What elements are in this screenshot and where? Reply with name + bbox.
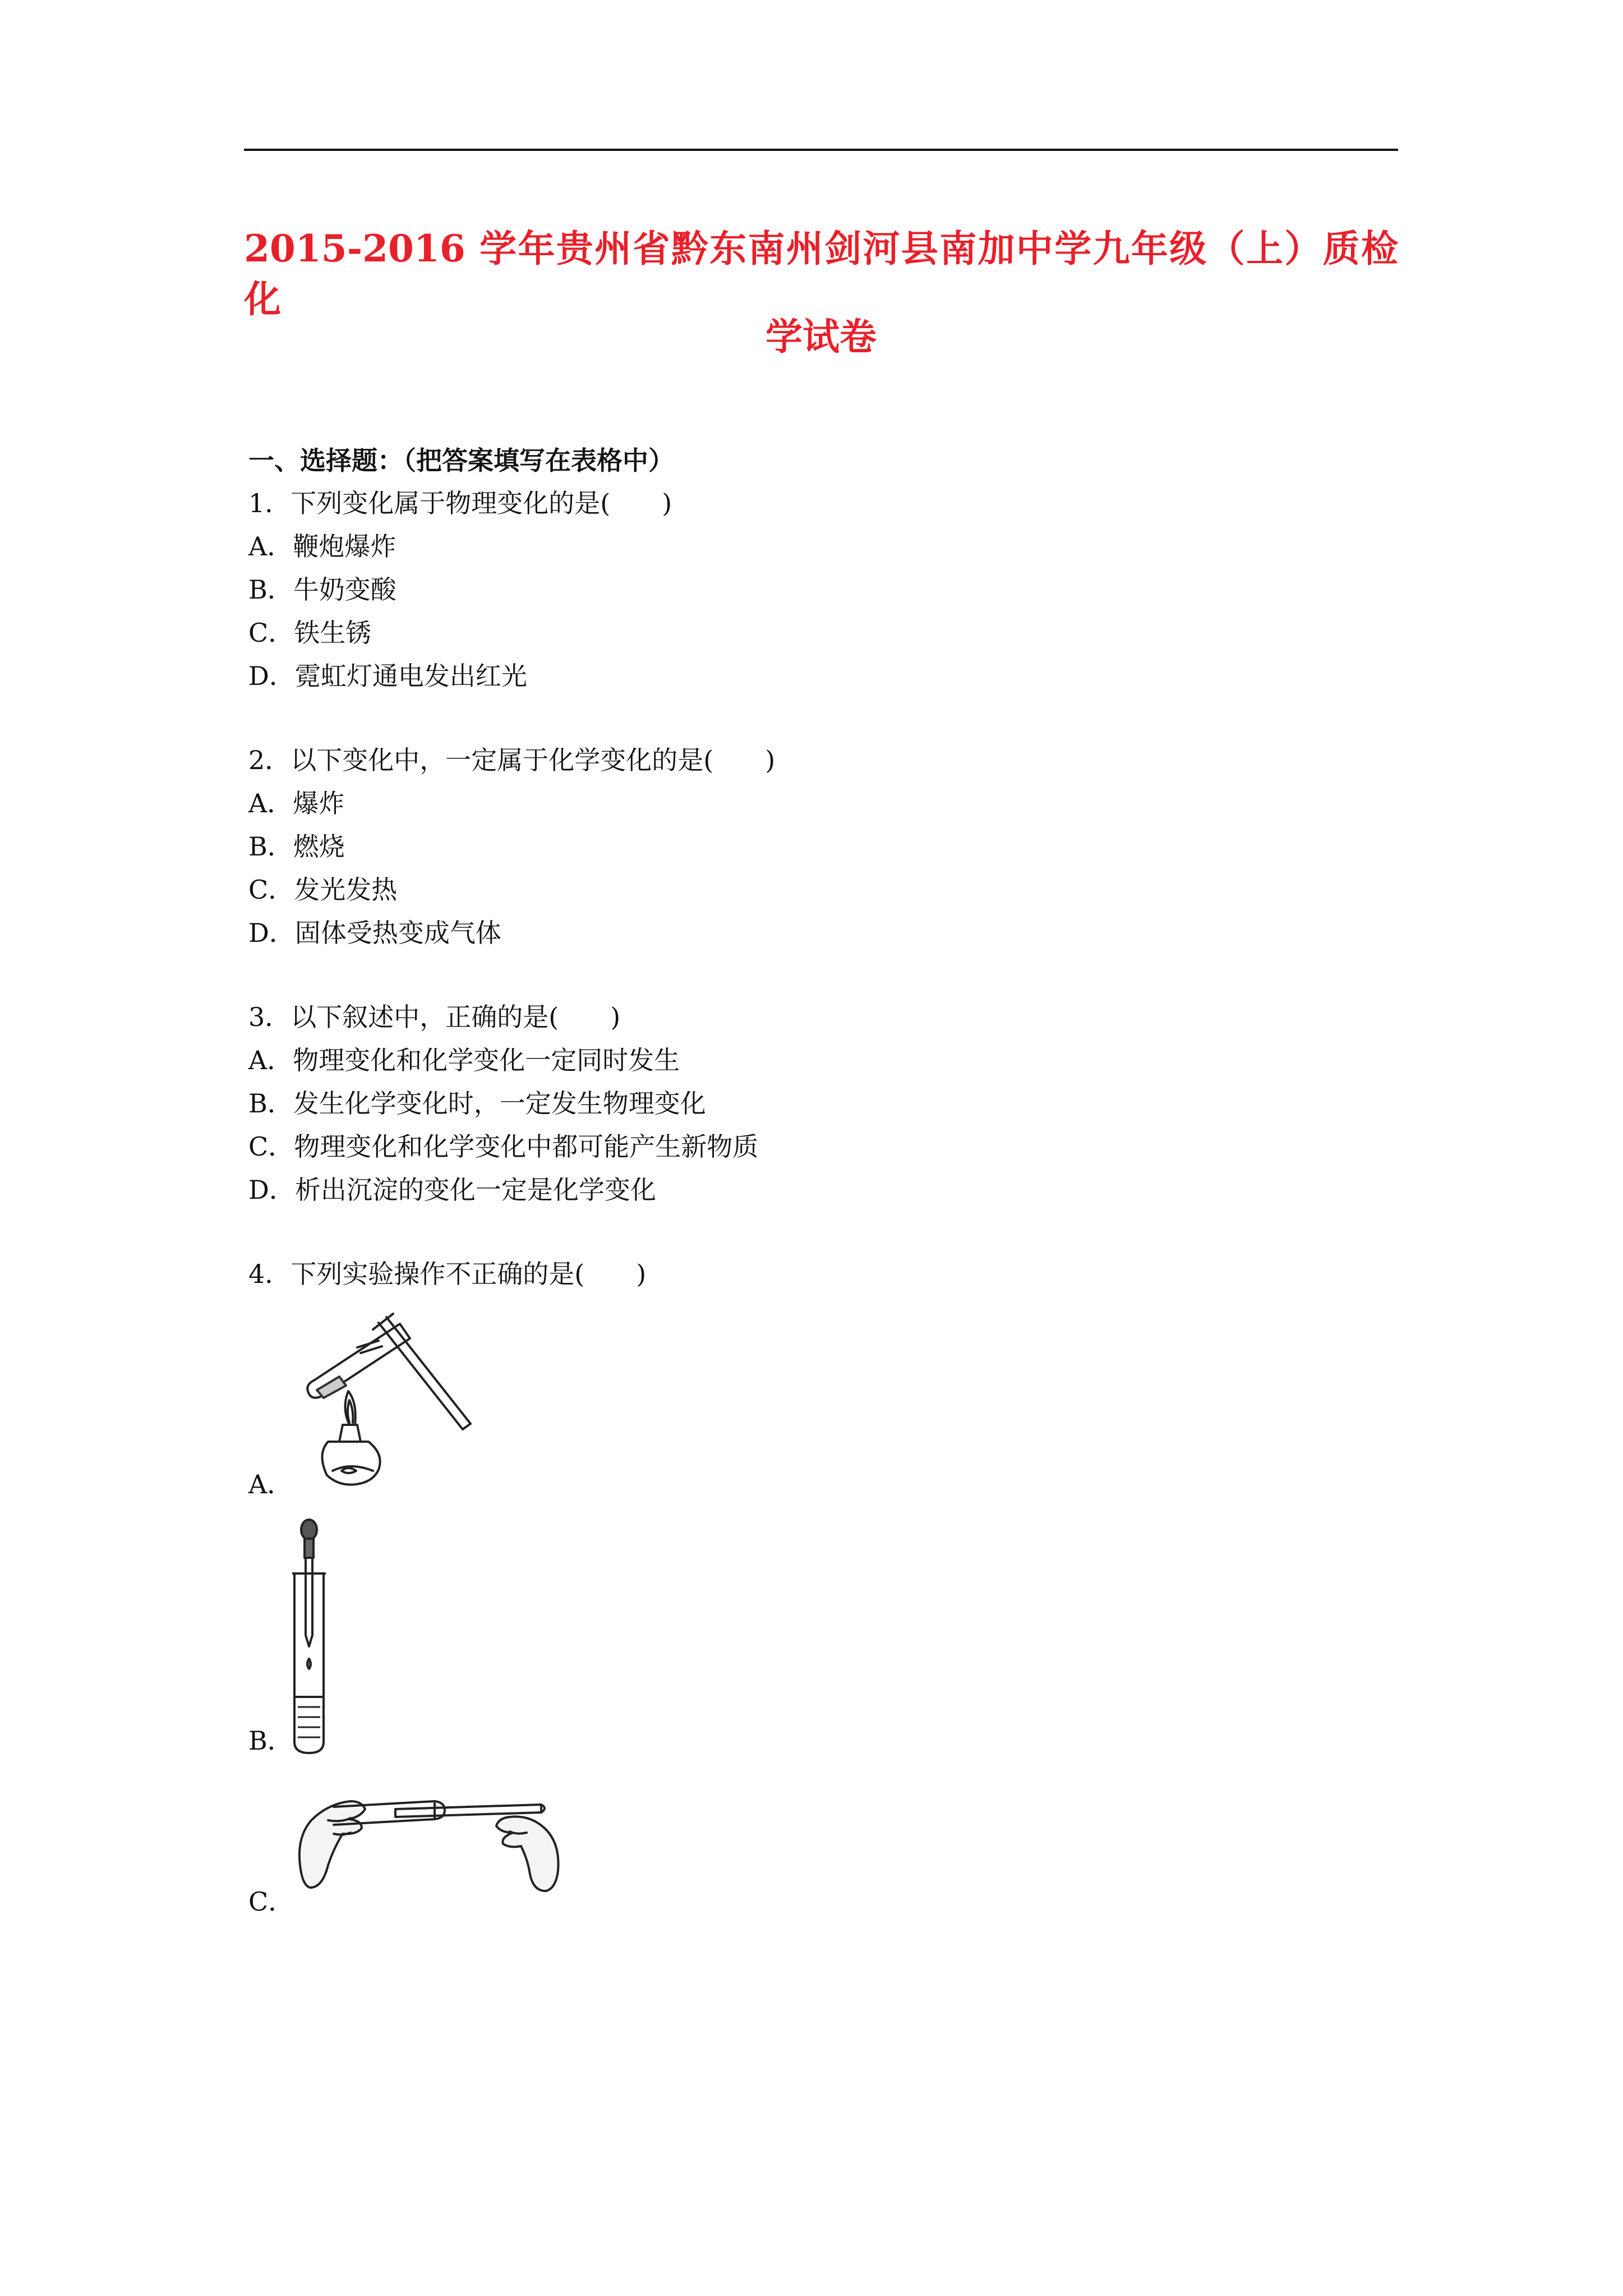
question-2-option-d: D．固体受热变成气体 — [248, 918, 501, 948]
question-1-option-c: C．铁生锈 — [248, 618, 372, 648]
question-4-option-b: B． — [248, 1726, 293, 1756]
question-2-option-a: A．爆炸 — [248, 788, 345, 818]
title-line-1: 2015-2016 学年贵州省黔东南州剑河县南加中学九年级（上）质检化 — [244, 227, 1398, 321]
dropper-test-tube-figure — [289, 1517, 339, 1759]
section-heading: 一、选择题：（把答案填写在表格中） — [248, 445, 674, 476]
question-3-option-d: D．析出沉淀的变化一定是化学变化 — [248, 1175, 656, 1205]
question-1-stem: 1．下列变化属于物理变化的是( ) — [248, 488, 672, 518]
question-3-option-b: B．发生化学变化时，一定发生物理变化 — [248, 1088, 706, 1119]
question-2-stem: 2．以下变化中，一定属于化学变化的是( ) — [248, 745, 776, 775]
question-4-option-a: A． — [248, 1469, 293, 1499]
glass-tube-connecting-figure — [294, 1781, 564, 1899]
question-3-option-a: A．物理变化和化学变化一定同时发生 — [248, 1045, 680, 1075]
header-rule — [244, 149, 1398, 151]
question-1-option-a: A．鞭炮爆炸 — [248, 531, 396, 562]
question-2-option-c: C．发光发热 — [248, 875, 398, 905]
question-3-stem: 3．以下叙述中，正确的是( ) — [248, 1002, 621, 1032]
question-1-option-d: D．霓虹灯通电发出红光 — [248, 661, 527, 691]
question-1-option-b: B．牛奶变酸 — [248, 574, 396, 605]
question-4-stem: 4．下列实验操作不正确的是( ) — [248, 1259, 647, 1289]
question-4-option-c: C． — [248, 1887, 294, 1917]
title-line-2: 学试卷 — [766, 315, 877, 358]
alcohol-lamp-heating-figure — [294, 1307, 479, 1498]
question-3-option-c: C．物理变化和化学变化中都可能产生新物质 — [248, 1131, 759, 1162]
question-2-option-b: B．燃烧 — [248, 831, 345, 862]
